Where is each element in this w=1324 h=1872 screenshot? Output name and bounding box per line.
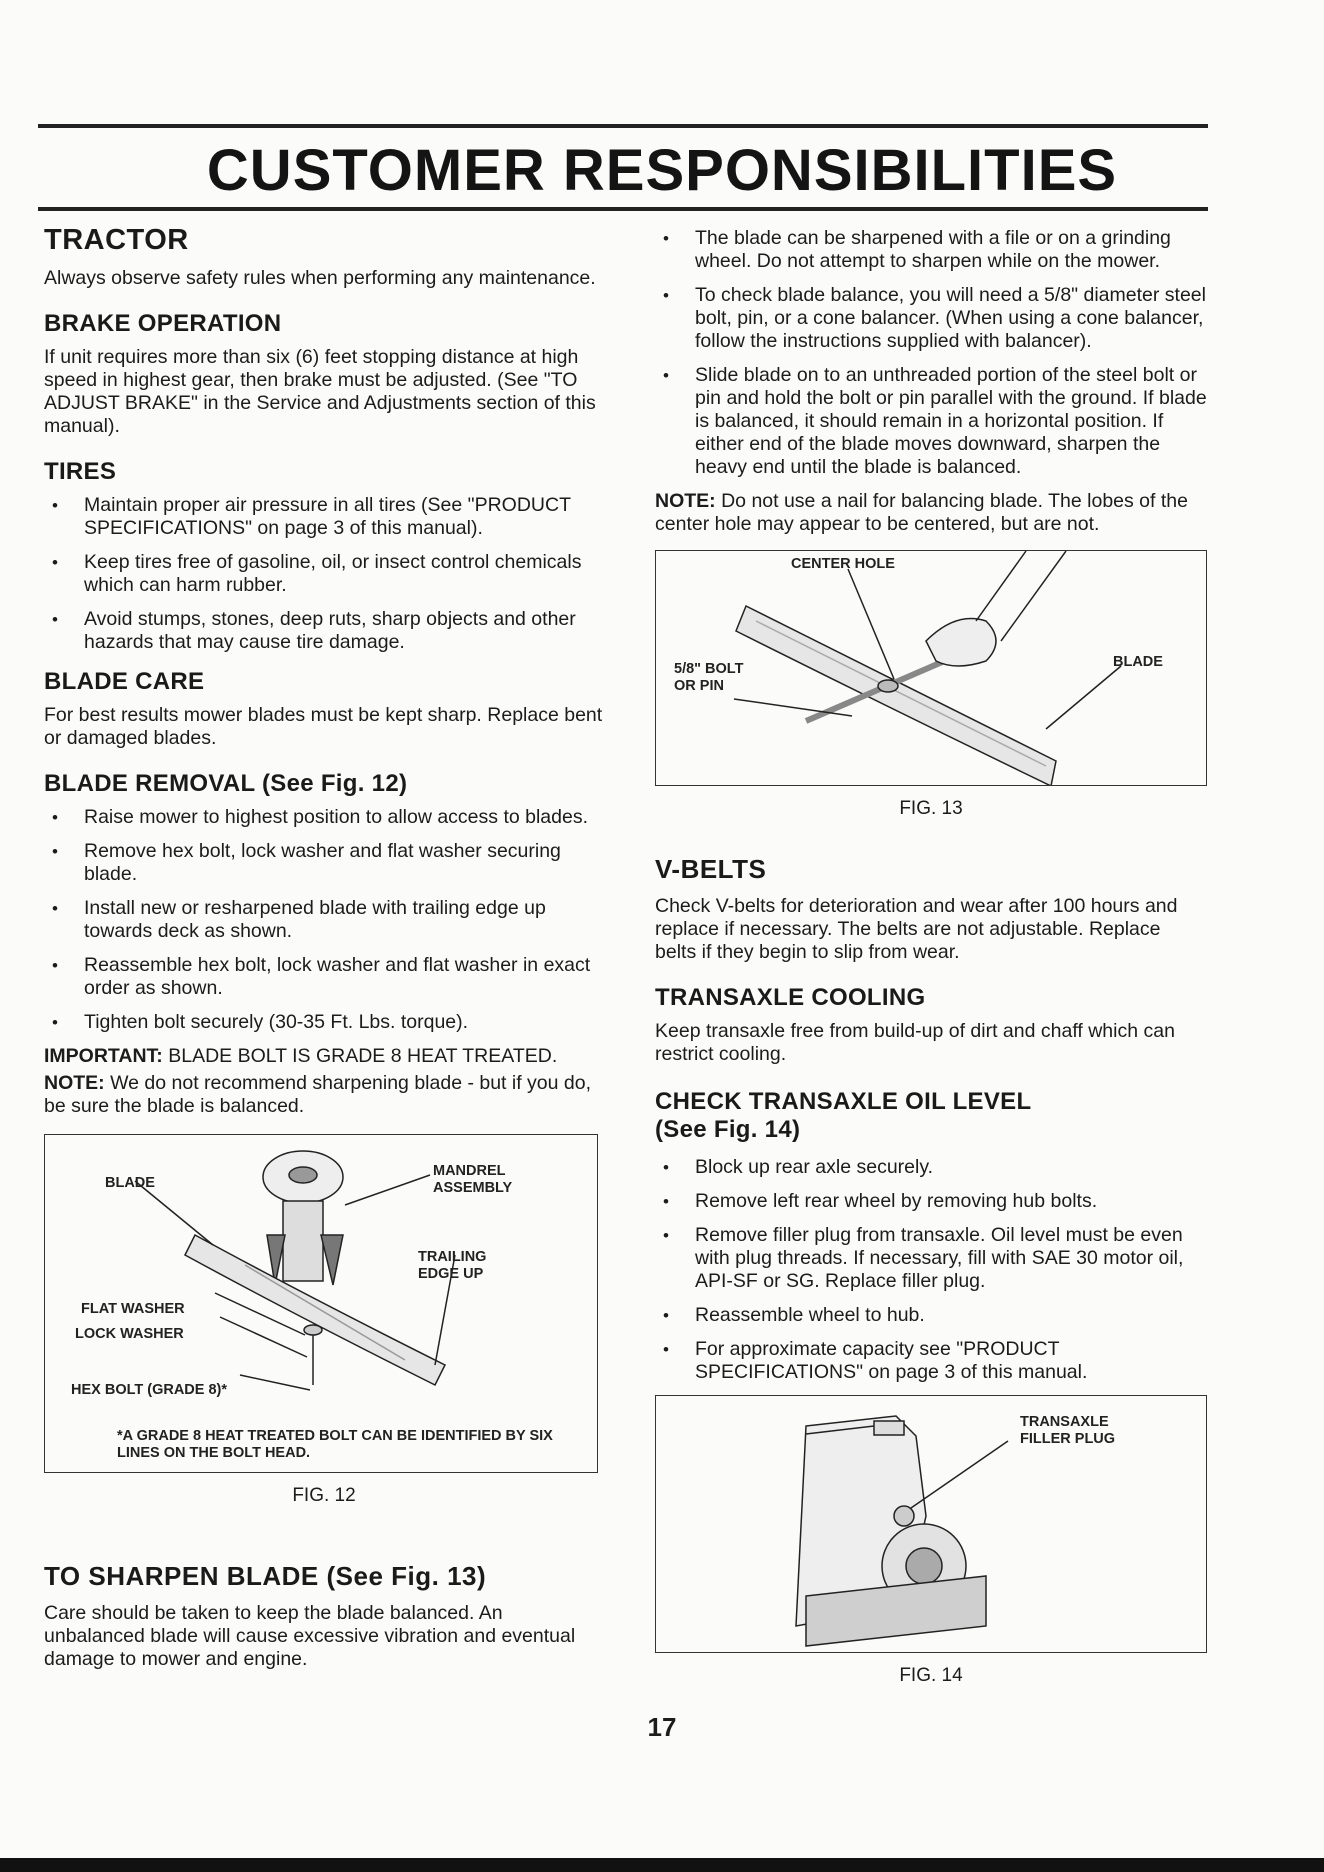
blade-care-heading: BLADE CARE: [44, 668, 205, 695]
list-item: • Remove hex bolt, lock washer and flat washer securing blade.: [44, 840, 604, 886]
right-column: [655, 218, 1207, 1705]
page-number: 17: [647, 1712, 677, 1742]
blade-care-text: For best results mower blades must be kept sharp. Replace bent or damaged blades.: [44, 704, 603, 749]
brake-heading: BRAKE OPERATION: [44, 310, 282, 337]
tires-heading: TIRES: [44, 458, 117, 485]
list-item: • Remove left rear wheel by removing hub bolts.: [655, 1190, 1207, 1213]
oil-level-heading: CHECK TRANSAXLE OIL LEVEL: [655, 1088, 1032, 1115]
oil-level-heading-2: (See Fig. 14): [655, 1116, 801, 1143]
list-item: • Raise mower to highest position to allow access to blades.: [44, 806, 604, 829]
fig13-caption: FIG. 13: [899, 798, 963, 819]
figure-12: [44, 1134, 598, 1473]
tractor-heading: TRACTOR: [44, 224, 189, 256]
list-item: • Keep tires free of gasoline, oil, or insect control chemicals which can harm rubber.: [44, 551, 604, 597]
fig12-caption: FIG. 12: [292, 1485, 356, 1506]
list-item: • Reassemble wheel to hub.: [655, 1304, 1207, 1327]
fig12-mandrel-label: MANDREL ASSEMBLY: [433, 1163, 513, 1196]
balance-note: [655, 490, 1207, 536]
tractor-text: Always observe safety rules when performing any maintenance.: [44, 267, 596, 289]
list-item: • Tighten bolt securely (30-35 Ft. Lbs. torque).: [44, 1011, 604, 1034]
oil-level-list: [655, 1156, 1207, 1384]
fig12-flat-washer-label: FLAT WASHER: [81, 1301, 185, 1317]
top-rule: [38, 124, 1208, 128]
figure-13: [655, 550, 1207, 786]
sharpen-text: Care should be taken to keep the blade balanced. An unbalanced blade will cause excessive vibration and eventual damage to mower and engine.: [44, 1602, 576, 1670]
list-item: • Reassemble hex bolt, lock washer and flat washer in exact order as shown.: [44, 954, 604, 1000]
bottom-edge: [0, 1858, 1324, 1872]
list-item: • The blade can be sharpened with a file or on a grinding wheel. Do not attempt to sharpen while on the mower.: [655, 227, 1207, 273]
page-title: CUSTOMER RESPONSIBILITIES: [206, 138, 1118, 203]
brake-text: If unit requires more than six (6) feet stopping distance at high speed in highest gear, then brake must be adjusted. (See "TO ADJUST BRAKE" in the Service and Adjustments section of this manual).: [44, 346, 596, 437]
transaxle-cooling-heading: TRANSAXLE COOLING: [655, 984, 926, 1011]
list-item: • Remove filler plug from transaxle. Oil level must be even with plug threads. If necessary, fill with SAE 30 motor oil, API-SF or SG. Replace filler plug.: [655, 1224, 1207, 1293]
fig12-blade-label: BLADE: [105, 1175, 155, 1191]
important-label: IMPORTANT:: [44, 1045, 163, 1067]
transaxle-cooling-text: Keep transaxle free from build-up of dirt and chaff which can restrict cooling.: [655, 1020, 1175, 1065]
fig12-hex-bolt-label: HEX BOLT (GRADE 8)*: [71, 1382, 228, 1398]
fig12-lock-washer-label: LOCK WASHER: [75, 1326, 184, 1342]
list-item: • Block up rear axle securely.: [655, 1156, 1207, 1179]
list-item: • For approximate capacity see "PRODUCT SPECIFICATIONS" on page 3 of this manual.: [655, 1338, 1207, 1384]
sharpening-note: [44, 1072, 604, 1118]
list-item: • Maintain proper air pressure in all tires (See "PRODUCT SPECIFICATIONS" on page 3 of this manual).: [44, 494, 604, 540]
tires-list: [44, 494, 604, 654]
important-note: [44, 1045, 604, 1068]
left-column: [44, 218, 604, 1685]
list-item: • Avoid stumps, stones, deep ruts, sharp objects and other hazards that may cause tire damage.: [44, 608, 604, 654]
balance-note-label: NOTE:: [655, 490, 716, 512]
vbelts-heading: V-BELTS: [655, 854, 767, 884]
fig14-filler-label: TRANSAXLE FILLER PLUG: [1020, 1414, 1116, 1447]
note-text: We do not recommend sharpening blade - but if you do, be sure the blade is balanced.: [44, 1072, 592, 1117]
list-item: • Slide blade on to an unthreaded portion of the steel bolt or pin and hold the bolt or pin parallel with the ground. If blade is balanced, it should remain in a horizontal position. If either end of the blade moves downward, sharpen the heavy end until the blade is balanced.: [655, 364, 1207, 479]
list-item: • To check blade balance, you will need a 5/8" diameter steel bolt, pin, or a cone balancer. (When using a cone balancer, follow the instructions supplied with balancer).: [655, 284, 1207, 353]
note-label: NOTE:: [44, 1072, 105, 1094]
figure-14: [655, 1395, 1207, 1653]
fig12-trailing-label: TRAILING EDGE UP: [418, 1249, 487, 1282]
list-item: • Install new or resharpened blade with trailing edge up towards deck as shown.: [44, 897, 604, 943]
fig12-footnote: *A GRADE 8 HEAT TREATED BOLT CAN BE IDENTIFIED BY SIX LINES ON THE BOLT HEAD.: [117, 1428, 553, 1461]
title-rule: [38, 207, 1208, 211]
fig13-bolt-label: 5/8" BOLT OR PIN: [674, 661, 744, 694]
vbelts-text: Check V-belts for deterioration and wear after 100 hours and replace if necessary. The belts are not adjustable. Replace belts if they begin to slip from wear.: [655, 895, 1178, 963]
important-text: BLADE BOLT IS GRADE 8 HEAT TREATED.: [168, 1045, 558, 1067]
balance-note-text: Do not use a nail for balancing blade. The lobes of the center hole may appear to be centered, but are not.: [655, 490, 1188, 535]
blade-removal-list: [44, 806, 604, 1034]
fig13-center-hole-label: CENTER HOLE: [791, 556, 895, 572]
sharpen-heading: TO SHARPEN BLADE (See Fig. 13): [44, 1561, 487, 1591]
sharpen-list: [655, 227, 1207, 479]
fig13-blade-label: BLADE: [1113, 654, 1163, 670]
blade-removal-heading: BLADE REMOVAL (See Fig. 12): [44, 770, 408, 797]
fig14-caption: FIG. 14: [899, 1665, 963, 1686]
